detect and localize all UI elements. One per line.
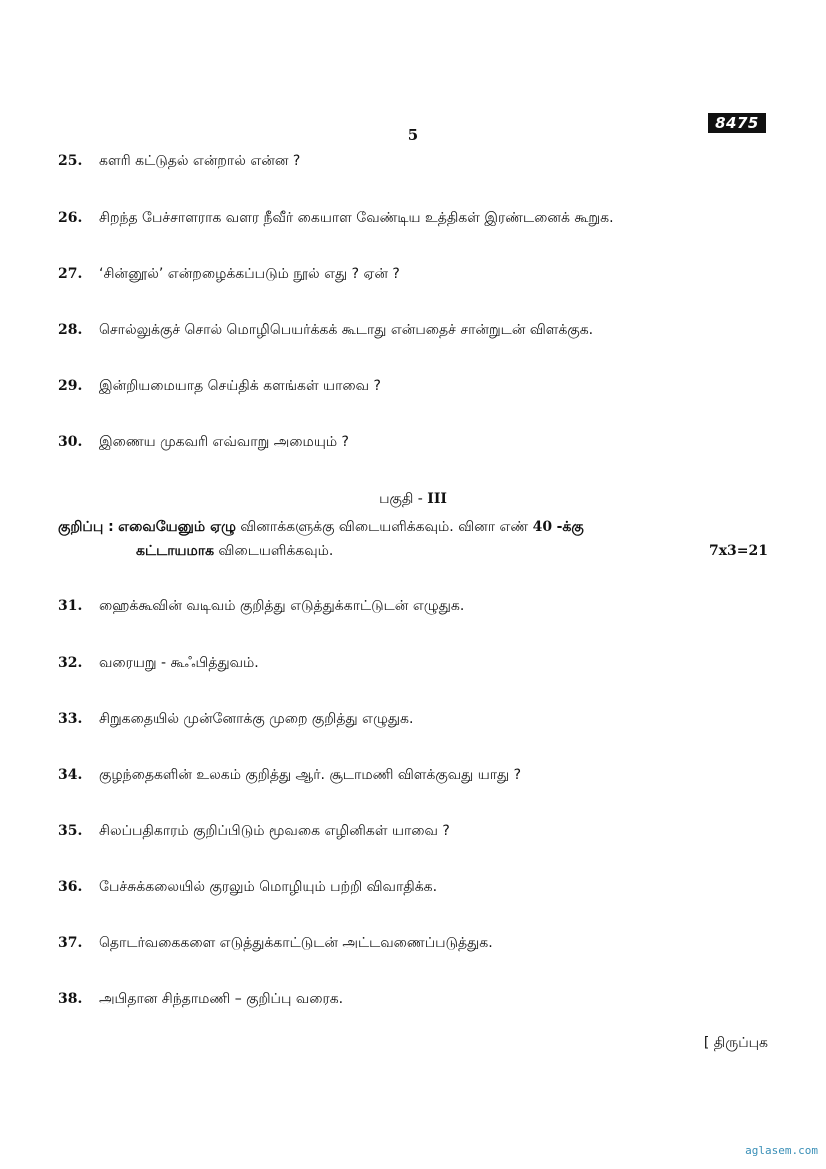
question-text: ‘சின்னூல்’ என்றழைக்கப்படும் நூல் எது ? ஏன் ? (99, 266, 400, 282)
question-text: சிறந்த பேச்சாளராக வளர நீவீர் கையாள வேண்டிய உத்திகள் இரண்டனைக் கூறுக. (99, 210, 614, 226)
note-text: வினாக்களுக்கு விடையளிக்கவும். வினா எண் (240, 519, 529, 535)
watermark-link[interactable]: aglasem.com (745, 1144, 818, 1157)
question-number: 29. (58, 378, 83, 394)
question-number: 35. (58, 823, 83, 839)
question-32 (58, 652, 768, 674)
question-35 (58, 820, 768, 842)
question-27 (58, 263, 768, 285)
question-text: சிறுகதையில் முன்னோக்கு முறை குறித்து எழுதுக. (99, 711, 414, 727)
question-30 (58, 431, 768, 453)
question-38 (58, 988, 768, 1010)
question-29 (58, 375, 768, 397)
question-26 (58, 207, 768, 229)
question-text: பேச்சுக்கலையில் குரலும் மொழியும் பற்றி விவாதிக்க. (99, 879, 438, 895)
question-number: 33. (58, 711, 83, 727)
question-number: 37. (58, 935, 83, 951)
note-question-number: 40 (532, 519, 553, 535)
note-bold-text: எவையேனும் ஏழு (118, 519, 236, 535)
question-number: 27. (58, 266, 83, 282)
note-label: குறிப்பு : (58, 519, 114, 535)
question-number: 34. (58, 767, 83, 783)
question-31 (58, 595, 768, 617)
question-37 (58, 932, 768, 954)
question-number: 25. (58, 153, 83, 169)
note-suffix: -க்கு (556, 519, 584, 535)
instruction-note (58, 515, 768, 539)
question-text: சொல்லுக்குச் சொல் மொழிபெயர்க்கக் கூடாது என்பதைச் சான்றுடன் விளக்குக. (99, 322, 594, 338)
question-28 (58, 319, 768, 341)
question-text: தொடர்வகைகளை எடுத்துக்காட்டுடன் அட்டவணைப்படுத்துக. (99, 935, 493, 951)
question-33 (58, 708, 768, 730)
question-number: 32. (58, 655, 83, 671)
section-roman-numeral: III (427, 491, 447, 507)
question-number: 26. (58, 210, 83, 226)
question-text: இன்றியமையாத செய்திக் களங்கள் யாவை ? (99, 378, 381, 394)
section-heading (330, 488, 496, 510)
note-answer-text: விடையளிக்கவும். (218, 543, 334, 559)
question-36 (58, 876, 768, 898)
question-text: அபிதான சிந்தாமணி – குறிப்பு வரைக. (99, 991, 344, 1007)
question-25 (58, 150, 768, 172)
question-text: சிலப்பதிகாரம் குறிப்பிடும் மூவகை எழினிகள் யாவை ? (99, 823, 450, 839)
section-title: பகுதி - (379, 491, 423, 507)
question-text: வரையறு - கூஃபித்துவம். (99, 655, 259, 671)
paper-code-badge: 8475 (708, 113, 766, 133)
question-text: களரி கட்டுதல் என்றால் என்ன ? (99, 153, 301, 169)
please-turn-over: [ திருப்புக (703, 1035, 768, 1051)
note-compulsory: கட்டாயமாக (136, 543, 215, 559)
question-number: 36. (58, 879, 83, 895)
instruction-note-line-2 (136, 539, 768, 563)
page-number: 5 (407, 126, 419, 144)
question-text: குழந்தைகளின் உலகம் குறித்து ஆர். சூடாமணி விளக்குவது யாது ? (99, 767, 522, 783)
question-text: இணைய முகவரி எவ்வாறு அமையும் ? (99, 434, 349, 450)
question-number: 31. (58, 598, 83, 614)
marks-allocation: 7x3=21 (708, 543, 768, 559)
question-number: 28. (58, 322, 83, 338)
question-text: ஹைக்கூவின் வடிவம் குறித்து எடுத்துக்காட்டுடன் எழுதுக. (99, 598, 465, 614)
question-number: 38. (58, 991, 83, 1007)
question-34 (58, 764, 768, 786)
question-number: 30. (58, 434, 83, 450)
